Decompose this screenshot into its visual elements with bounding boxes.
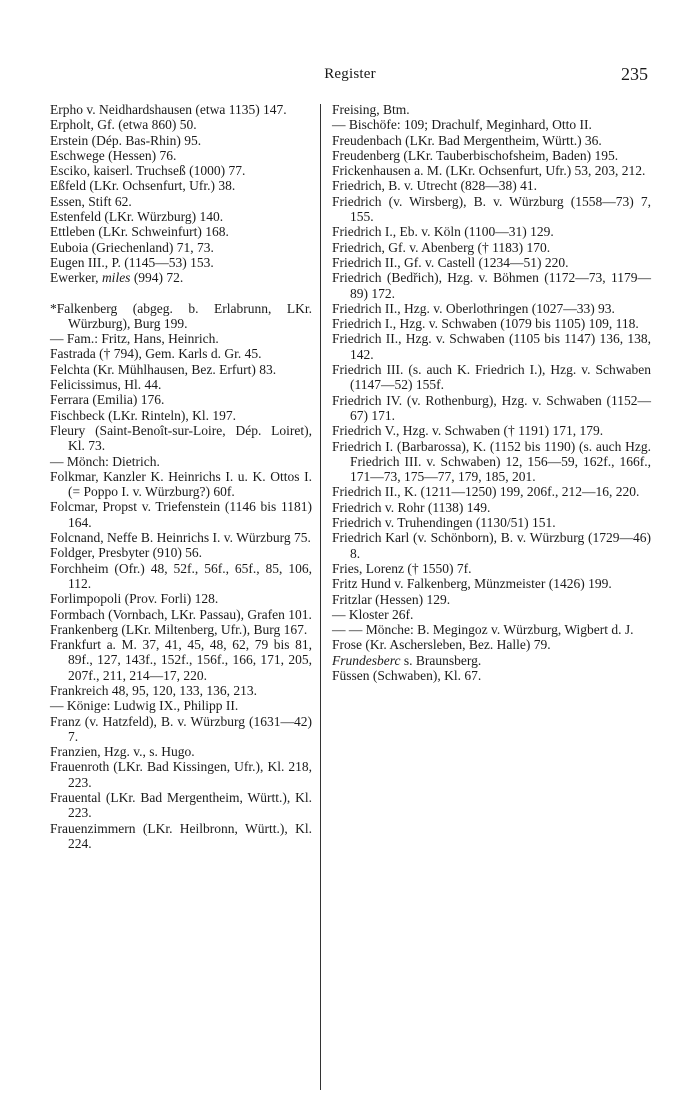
index-entry [50,224,312,239]
entry-text: Eschwege (Hessen) 76. [50,147,177,163]
index-entry [50,423,312,454]
index-entry [50,499,312,530]
entry-text: Friedrich II., Hzg. v. Oberlothringen (1027—33) 93. [332,300,615,316]
entry-text: Friedrich II., K. (1211—1250) 199, 206f., 212—16, 220. [332,484,640,500]
index-entry [50,148,312,163]
index-entry [50,714,312,745]
entry-text: Frauenroth (LKr. Bad Kissingen, Ufr.), Kl. 218, 223. [50,759,312,790]
entry-text: Fritz Hund v. Falkenberg, Münzmeister (1426) 199. [332,576,612,592]
index-entry [50,545,312,560]
index-entry [332,653,651,668]
index-entry [50,255,312,270]
entry-text: Frauenzimmern (LKr. Heilbronn, Württ.), Kl. 224. [50,820,312,851]
entry-text: Folkmar, Kanzler K. Heinrichs I. u. K. Ottos I. (= Poppo I. v. Würzburg?) 60f. [50,468,312,500]
index-entry [50,270,312,285]
page-header [50,66,650,90]
index-entry [50,408,312,423]
index-entry [50,591,312,606]
entry-text: Folcmar, Propst v. Triefenstein (1146 bis 1181) 164. [50,499,312,530]
entry-text: Felicissimus, Hl. 44. [50,377,162,393]
index-entry [50,744,312,759]
entry-text: Felchta (Kr. Mühlhausen, Bez. Erfurt) 83. [50,361,277,377]
index-entry [332,622,651,637]
index-entry [332,224,651,239]
index-entry [332,637,651,652]
entry-text: Forchheim (Ofr.) 48, 52f., 56f., 65f., 85, 106, 112. [50,560,312,591]
entry-text: Franz (v. Hatzfeld), B. v. Würzburg (1631—42) 7. [50,713,312,744]
index-entry [50,469,312,500]
right-column [332,102,651,683]
entry-text: — Bischöfe: 109; Drachulf, Meginhard, Otto II. [332,117,592,133]
entry-text: Frankreich 48, 95, 120, 133, 136, 213. [50,682,257,698]
running-title: Register [324,66,376,82]
index-entry [332,194,651,225]
index-entry [332,362,651,393]
index-entry [332,668,651,683]
index-entry [50,392,312,407]
entry-text: Essen, Stift 62. [50,193,132,209]
index-entry [332,515,651,530]
entry-text: — Fam.: Fritz, Hans, Heinrich. [50,331,219,347]
entry-text: Ewerker, [50,270,102,286]
entry-text: Friedrich (Bedřich), Hzg. v. Böhmen (1172—73, 1179—89) 172. [332,270,651,301]
index-entry [50,377,312,392]
left-column [50,102,312,851]
entry-text: Friedrich II., Gf. v. Castell (1234—51) 220. [332,254,569,270]
entry-text: Friedrich (v. Wirsberg), B. v. Würzburg (1558—73) 7, 155. [332,193,651,225]
entry-text: Fritzlar (Hessen) 129. [332,591,451,607]
entry-text: Friedrich v. Rohr (1138) 149. [332,499,491,515]
index-entry [50,530,312,545]
entry-text: Friedrich V., Hzg. v. Schwaben († 1191) 171, 179. [332,423,604,439]
index-entry [332,331,651,362]
index-entry [332,423,651,438]
entry-text: Freising, Btm. [332,102,410,117]
index-entry [332,133,651,148]
entry-text: Friedrich III. (s. auch K. Friedrich I.), Hzg. v. Schwaben (1147—52) 155f. [332,362,651,393]
entry-text: *Falkenberg (abgeg. b. Erlabrunn, LKr. Würzburg), Burg 199. [50,300,312,331]
entry-text: Eßfeld (LKr. Ochsenfurt, Ufr.) 38. [50,178,236,194]
index-entry [332,530,651,561]
entry-text: Forlimpopoli (Prov. Forli) 128. [50,591,219,607]
index-entry [50,698,312,713]
entry-text: Freudenberg (LKr. Tauberbischofsheim, Baden) 195. [332,147,619,163]
index-entry [332,484,651,499]
index-entry [332,163,651,178]
entry-text: Friedrich II., Hzg. v. Schwaben (1105 bis 1147) 136, 138, 142. [332,331,651,362]
entry-text: Freudenbach (LKr. Bad Mergentheim, Württ.) 36. [332,132,602,148]
entry-text: Friedrich Karl (v. Schönborn), B. v. Würzburg (1729—46) 8. [332,530,651,561]
entry-rest: (994) 72. [130,270,184,286]
index-entry [50,346,312,361]
index-entry [332,316,651,331]
index-entry [50,163,312,178]
entry-text: Fastrada († 794), Gem. Karls d. Gr. 45. [50,346,262,362]
index-entry [50,133,312,148]
index-entry [332,592,651,607]
entry-text: Friedrich I. (Barbarossa), K. (1152 bis 1190) (s. auch Hzg. Friedrich III. v. Schwaben) 12, 156—59, 162f., 166f., 171—73, 175—77, 179, 185, 201. [332,438,651,485]
index-entry [332,255,651,270]
index-entry [332,178,651,193]
index-entry [332,102,651,117]
index-entry [332,439,651,485]
index-entry [332,301,651,316]
entry-text: Friedrich, Gf. v. Abenberg († 1183) 170. [332,239,551,255]
index-entry [50,362,312,377]
entry-italic: Frundesberc [332,652,401,668]
entry-text: Euboia (Griechenland) 71, 73. [50,239,214,255]
entry-text: Formbach (Vornbach, LKr. Passau), Grafen 101. [50,606,312,622]
index-entry [50,117,312,132]
index-entry [332,270,651,301]
entry-text: — Könige: Ludwig IX., Philipp II. [50,698,239,714]
entry-text: Friedrich I., Eb. v. Köln (1100—31) 129. [332,224,554,240]
index-entry [50,790,312,821]
entry-text: Ettleben (LKr. Schweinfurt) 168. [50,224,229,240]
index-entry [50,607,312,622]
entry-text: Friedrich, B. v. Utrecht (828—38) 41. [332,178,537,194]
entry-text: Frickenhausen a. M. (LKr. Ochsenfurt, Ufr.) 53, 203, 212. [332,163,646,179]
page-number: 235 [621,64,648,84]
index-entry [332,576,651,591]
index-entry [50,102,312,117]
entry-italic: miles [101,270,131,286]
entry-text: Fries, Lorenz († 1550) 7f. [332,560,472,576]
entry-text: Frose (Kr. Aschersleben, Bez. Halle) 79. [332,637,551,653]
entry-text: Fleury (Saint-Benoît-sur-Loire, Dép. Loiret), Kl. 73. [50,422,312,454]
index-entry [50,240,312,255]
entry-text: Frauental (LKr. Bad Mergentheim, Württ.), Kl. 223. [50,790,312,821]
index-entry [50,637,312,683]
entry-text: Folcnand, Neffe B. Heinrichs I. v. Würzburg 75. [50,530,311,546]
index-entry [50,759,312,790]
entry-text: Franzien, Hzg. v., s. Hugo. [50,744,195,760]
entry-text: Foldger, Presbyter (910) 56. [50,545,203,561]
entry-text: Estenfeld (LKr. Würzburg) 140. [50,209,224,225]
column-divider [320,104,321,1090]
entry-text: Ferrara (Emilia) 176. [50,392,165,408]
entry-text: — Mönch: Dietrich. [50,453,160,469]
index-entry [332,500,651,515]
entry-text: Erstein (Dép. Bas-Rhin) 95. [50,132,202,148]
index-entry [50,178,312,193]
entry-text: Frankenberg (LKr. Miltenberg, Ufr.), Burg 167. [50,621,308,637]
entry-text: Füssen (Schwaben), Kl. 67. [332,667,482,683]
index-entry [50,209,312,224]
entry-text: Friedrich v. Truhendingen (1130/51) 151. [332,515,556,531]
entry-text: Eugen III., P. (1145—53) 153. [50,254,214,270]
entry-text: Frankfurt a. M. 37, 41, 45, 48, 62, 79 bis 81, 89f., 127, 143f., 152f., 156f., 166, 171, 205, 207f., 211, 214—17, 220. [50,637,312,683]
index-entry [332,607,651,622]
index-entry [50,622,312,637]
index-entry [332,240,651,255]
index-entry [50,194,312,209]
entry-rest: s. Braunsberg. [400,652,482,668]
index-entry [332,117,651,132]
entry-text: — — Mönche: B. Megingoz v. Würzburg, Wigbert d. J. [332,622,634,638]
entry-text: Erpholt, Gf. (etwa 860) 50. [50,117,197,133]
entry-text: Friedrich I., Hzg. v. Schwaben (1079 bis 1105) 109, 118. [332,316,639,332]
index-entry [50,301,312,332]
index-entry [50,683,312,698]
index-entry [50,331,312,346]
index-entry [50,454,312,469]
index-entry [50,821,312,852]
index-entry [50,561,312,592]
index-entry [332,561,651,576]
index-entry [332,393,651,424]
entry-text: Friedrich IV. (v. Rothenburg), Hzg. v. Schwaben (1152—67) 171. [332,392,651,423]
index-entry [332,148,651,163]
entry-text: Esciko, kaiserl. Truchseß (1000) 77. [50,163,246,179]
entry-text: Erpho v. Neidhardshausen (etwa 1135) 147. [50,102,287,117]
entry-text: Fischbeck (LKr. Rinteln), Kl. 197. [50,407,236,423]
entry-text: — Kloster 26f. [332,606,414,622]
